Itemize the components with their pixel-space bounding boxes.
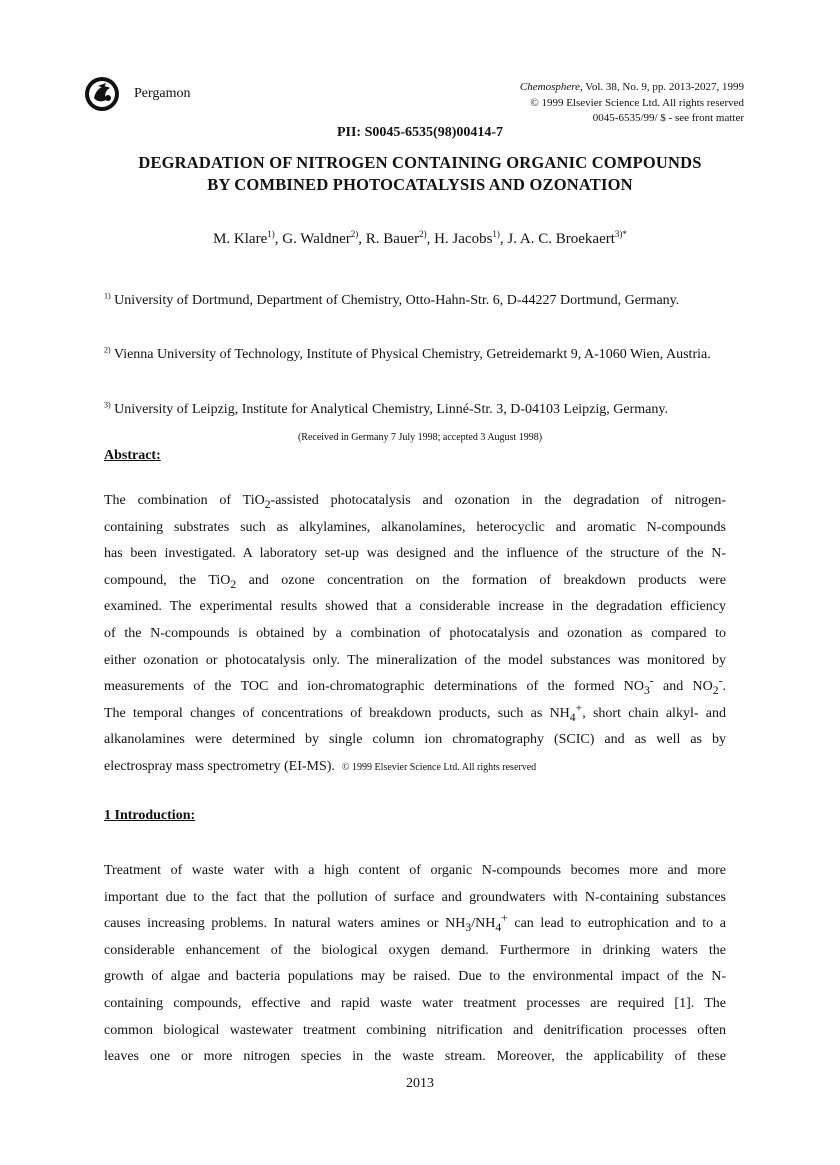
journal-citation: Chemosphere, Vol. 38, No. 9, pp. 2013-2027, 1999 xyxy=(519,81,744,93)
received-dates: (Received in Germany 7 July 1998; accepted 3 August 1998) xyxy=(297,432,543,443)
pii-identifier: PII: S0045-6535(98)00414-7 xyxy=(336,125,504,140)
introduction-text: Treatment of waste water with a high content of organic N-compounds becomes more and more important due to the fact that the pollution of surface and groundwaters with N-containing substances causes increasing problems. In natural waters amines or $NH_3/NH_4^+$ can lead to eutrophication and to a considerable enhancement of the biological oxygen demand. Furthermore in drinking waters the growth of algae and bacteria populations may be raised. Due to the environmental impact of the N- containing compounds, effective and rapid waste water treatment processes are required [1]. The common biological wastewater treatment combining nitrification and denitrification processes often leaves one or more nitrogen species in the waste stream. Moreover, the applicability of these xyxy=(104,863,726,1065)
author: R. Bauer$^{2)}$, xyxy=(365,229,435,247)
page-number: 2013 xyxy=(406,1076,434,1091)
journal-info xyxy=(520,80,744,127)
abstract-copyright: © 1999 Elsevier Science Ltd. All rights reserved xyxy=(341,761,537,773)
paper-title xyxy=(60,152,780,196)
publisher-name: Pergamon xyxy=(134,86,191,101)
abstract-text: The combination of TiO$_2$-assisted photocatalysis and ozonation in the degradation of nitrogen- containing substrates such as alkylamines, alkanolamines, heterocyclic and aromatic N-compounds has been investigated. A laboratory set-up was designed and the influence of the structure of the N- compound, the TiO$_2$ and ozone concentration on the formation of breakdown products were examined. The experimental results showed that a considerable increase in the degradation efficiency of the N-compounds is obtained by a combination of photocatalysis and ozonation as compared to either ozonation or photocatalysis only. The mineralization of the model substances was monitored by measurements of the TOC and ion-chromatographic determinations of the formed $NO_3^-$ and $NO_2^-$. The temporal changes of concentrations of breakdown products, such as $NH_4^+$, short chain alkyl- and alkanolamines were determined by single column ion chromatography (SCIC) and as well as by electrospray mass spectrometry (EI-MS). © 1999 Elsevier Science Ltd. All rights reserved xyxy=(104,493,726,774)
author-list xyxy=(0,231,840,248)
author: J. A. C. Broekaert$^{3)*}$ xyxy=(507,229,627,247)
affiliation-3: $^{3)}$ University of Leipzig, Institute for Analytical Chemistry, Linné-Str. 3, D-04103 Leipzig, Germany. xyxy=(104,400,668,417)
title-line-1: DEGRADATION OF NITROGEN CONTAINING ORGANIC COMPOUNDS xyxy=(138,153,702,172)
author: H. Jacobs$^{1)}$, xyxy=(434,229,508,247)
title-line-2: BY COMBINED PHOTOCATALYSIS AND OZONATION xyxy=(207,175,633,194)
abstract-heading: Abstract: xyxy=(104,448,161,463)
journal-name: Chemosphere xyxy=(519,81,580,93)
author: G. Waldner$^{2)}$, xyxy=(282,229,366,247)
journal-issn: 0045-6535/99/ $ - see front matter xyxy=(592,112,744,124)
publisher-logo xyxy=(84,76,120,112)
affiliation-1: $^{1)}$ University of Dortmund, Department of Chemistry, Otto-Hahn-Str. 6, D-44227 Dortmund, Germany. xyxy=(104,291,680,308)
introduction-heading: 1 Introduction: xyxy=(104,808,196,823)
affiliation-2: $^{2)}$ Vienna University of Technology, Institute of Physical Chemistry, Getreidemarkt 9, A-1060 Wien, Austria. xyxy=(104,345,711,362)
journal-copyright: © 1999 Elsevier Science Ltd. All rights reserved xyxy=(530,96,744,109)
author: M. Klare$^{1)}$, xyxy=(213,229,283,247)
